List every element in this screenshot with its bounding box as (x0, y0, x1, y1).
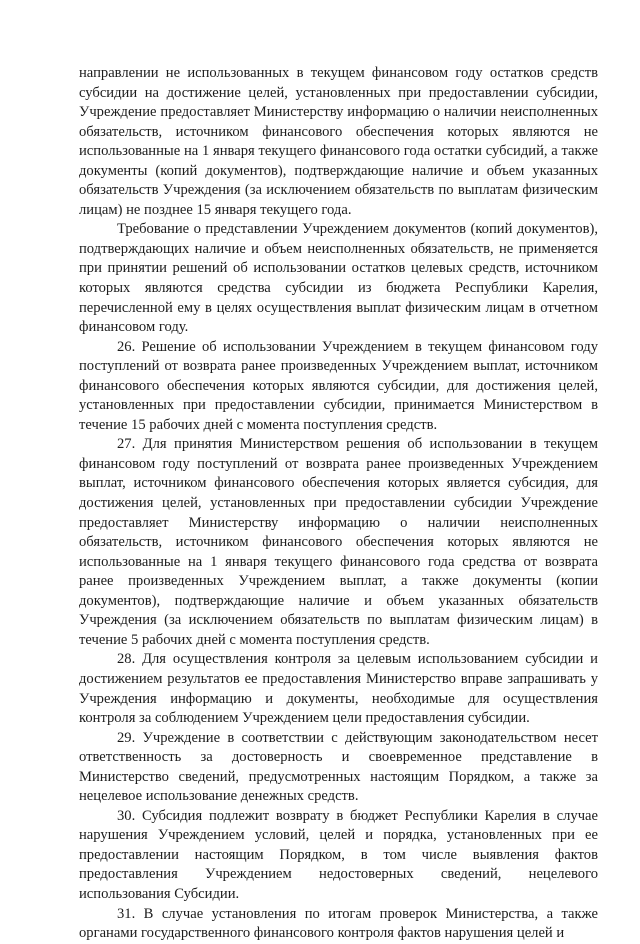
paragraph-26: 26. Решение об использовании Учреждением в текущем финансовом году поступлений от возврата ранее произведенных Учреждением выплат, источником финансового обеспечения которых являются субсидии, для достижения целей, установленных при предоставлении субсидии, принимается Министерством в течение 15 рабочих дней с момента поступления средств. (79, 338, 598, 433)
paragraph-requirement: Требование о представлении Учреждением документов (копий документов), подтверждающих наличие и объем неисполненных обязательств, не применяется при принятии решений об использовании остатков целевых средств, источником которых являются средства субсидии из бюджета Республики Карелия, перечисленной ему в целях осуществления выплат физическим лицам в отчетном финансовом году. (79, 221, 598, 336)
paragraph-28: 28. Для осуществления контроля за целевым использованием субсидии и достижением результатов ее предоставления Министерство вправе запрашивать у Учреждения информацию и документы, необходимые для осуществления контроля за соблюдением Учреждением цели предоставления субсидии. (79, 651, 598, 727)
paragraph-31: 31. В случае установления по итогам проверок Министерства, а также органами государственного финансового контроля фактов нарушения целей и (79, 905, 598, 942)
paragraph-29: 29. Учреждение в соответствии с действующим законодательством несет ответственность за достоверность и своевременное представление в Министерство сведений, предусмотренных настоящим Порядком, а также за нецелевое использование денежных средств. (79, 729, 598, 805)
paragraph-30: 30. Субсидия подлежит возврату в бюджет Республики Карелия в случае нарушения Учреждением условий, целей и порядка, установленных при ее предоставлении настоящим Порядком, в том числе выявления фактов предоставления Учреждением недостоверных сведений, нецелевого использования Субсидии. (79, 807, 598, 902)
paragraph-continuation: направлении не использованных в текущем финансовом году остатков средств субсидии на достижение целей, установленных при предоставлении субсидии, Учреждение предоставляет Министерству информацию о наличии неисполненных обязательств, источником финансового обеспечения которых являются не использованные на 1 января текущего финансового года остатки субсидий, а также документы (копий документов), подтверждающие наличие и объем указанных обязательств Учреждения (за исключением обязательств по выплатам физическим лицам) не позднее 15 января текущего года. (79, 65, 598, 218)
paragraph-27: 27. Для принятия Министерством решения об использовании в текущем финансовом году поступлений от возврата ранее произведенных Учреждением выплат, источником финансового обеспечения которых является субсидия, для достижения целей, установленных при предоставлении субсидии Учреждение предоставляет Министерству информацию о наличии неисполненных обязательств, источником финансового обеспечения которых являются не использованные на 1 января текущего финансового года средства от возврата ранее произведенных Учреждением выплат, а также документы (копии документов), подтверждающие наличие и объем указанных обязательств Учреждения (за исключением обязательств по выплатам физическим лицам) в течение 5 рабочих дней с момента поступления средств. (79, 436, 598, 648)
